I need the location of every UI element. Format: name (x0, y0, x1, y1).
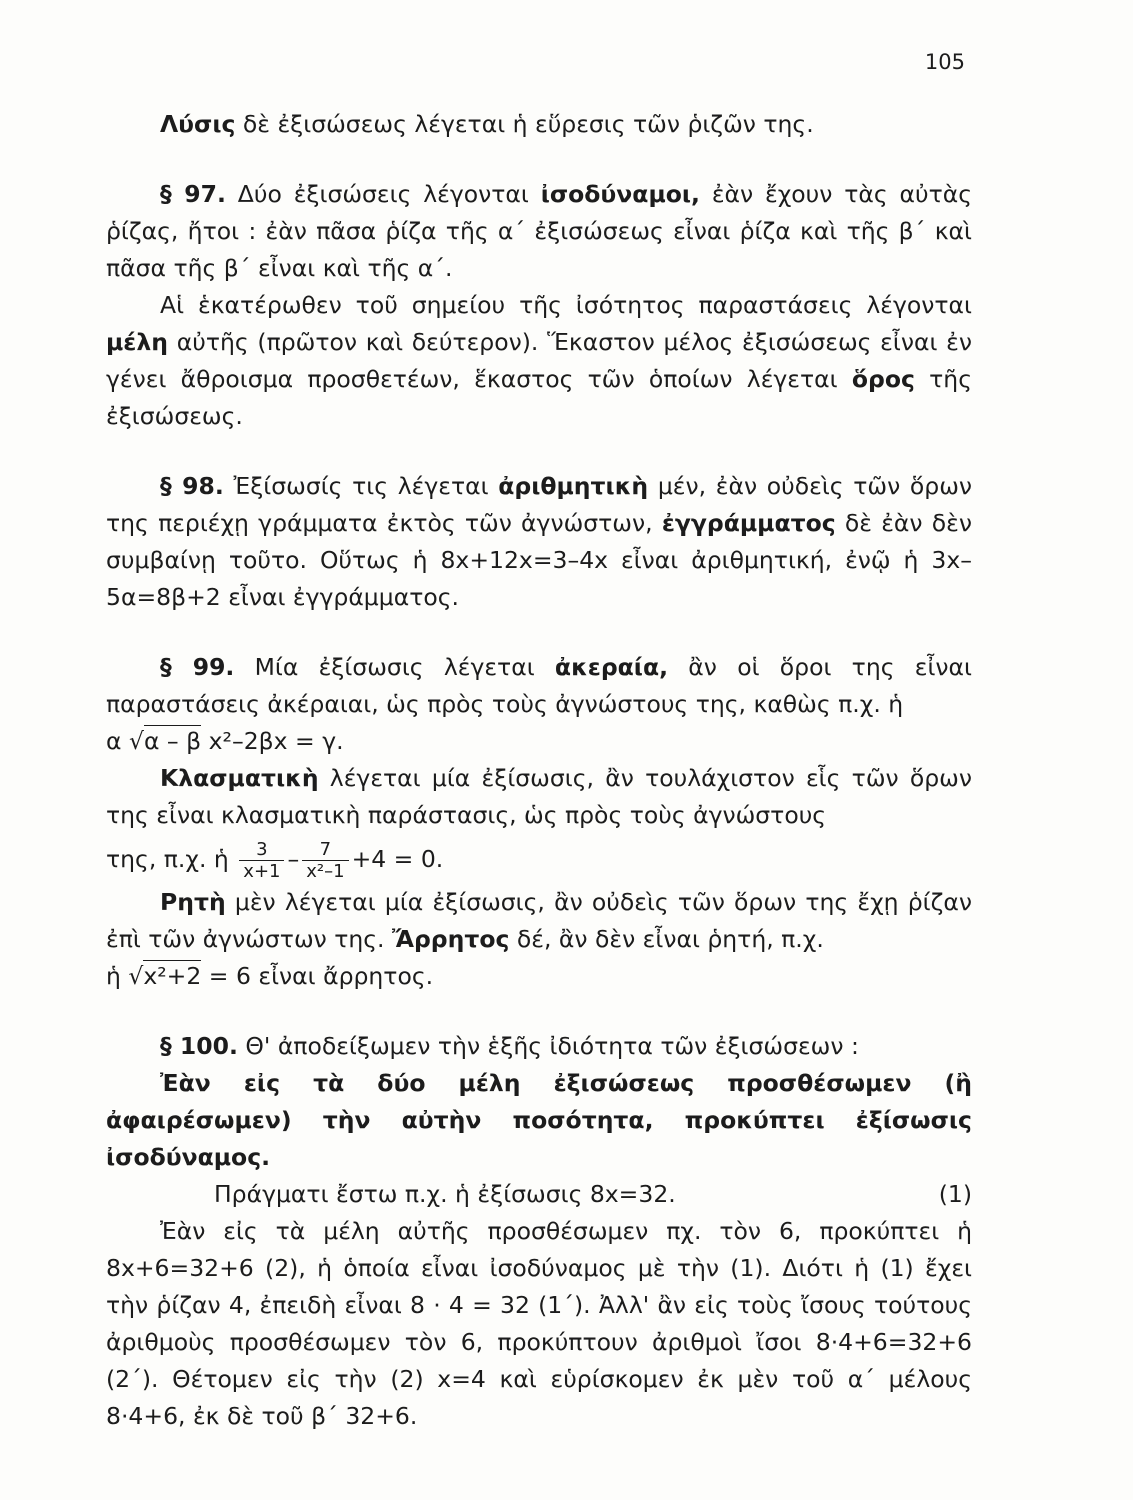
equation-irrational-example (106, 958, 972, 995)
text: δὲ ἐξισώσεως λέγεται ἡ εὕρεσις τῶν ῥιζῶν της. (235, 110, 814, 138)
text: αὐτῆς (πρῶτον καὶ δεύτερον). Ἕκαστον μέλος ἐξισώσεως εἶναι ἐν γένει ἄθροισμα προσθετέων, ἕκαστος τῶν ὁποίων λέγεται (106, 328, 972, 393)
text: ἂν οἱ ὅροι της εἶναι παραστάσεις ἀκέραιαι, ὡς πρὸς τοὺς ἀγνώστους της, καθὼς π.χ. ἡ (106, 653, 972, 718)
section-mark: § 100. (160, 1032, 238, 1060)
section-mark: § 97. (160, 180, 226, 208)
term-fractional: Κλασματικὴ (160, 764, 319, 792)
text: Πράγματι ἔστω π.χ. ἡ ἐξίσωσις 8x=32. (214, 1180, 676, 1208)
radicand: α – β (143, 727, 202, 755)
section-97 (106, 176, 972, 287)
text: Θ' ἀποδείξωμεν τὴν ἑξῆς ἰδιότητα τῶν ἐξισώσεων : (237, 1032, 859, 1060)
equation-line-1 (106, 1176, 972, 1213)
term-literal: ἐγγράμματος (661, 509, 836, 537)
text: +4 = 0. (351, 845, 444, 873)
text: μέν, ἐὰν οὐδεὶς τῶν ὅρων της περιέχῃ γράμματα ἐκτὸς τῶν ἀγνώστων, (106, 472, 973, 537)
text: ἐὰν ἔχουν τὰς αὐτὰς ῥίζας, ἤτοι : ἐὰν πᾶσα ῥίζα τῆς α΄ ἐξισώσεως εἶναι ῥίζα καὶ τῆς β΄ καὶ πᾶσα τῆς β΄ εἶναι καὶ τῆς α΄. (106, 180, 973, 282)
term-irrational: Ἄρρητος (392, 925, 510, 953)
equation-number: (1) (938, 1180, 972, 1208)
section-99-fractional (106, 760, 972, 834)
text: Δύο ἐξισώσεις λέγονται (225, 180, 541, 208)
text: δὲ ἐὰν δὲν συμβαίνῃ τοῦτο. Οὕτως ἡ 8x+12x=3–4x εἶναι ἀριθμητική, ἐνῷ ἡ 3x–5α=8β+2 εἶναι ἐγγράμματος. (106, 509, 972, 611)
term-equivalent: ἰσοδύναμοι, (540, 180, 700, 208)
fraction-2 (302, 839, 348, 882)
text: Ἐὰν εἰς τὰ μέλη αὐτῆς προσθέσωμεν πχ. τὸν 6, προκύπτει ἡ 8x+6=32+6 (2), ἡ ὁποία εἶναι ἰσοδύναμος μὲ τὴν (1). Διότι ἡ (1) ἔχει τὴν ῥίζαν 4, ἐπειδὴ εἶναι 8 · 4 = 32 (1΄). Ἀλλ' ἂν εἰς τοὺς ἴσους τούτους ἀριθμοὺς προσθέσωμεν τὸν 6, προκύπτουν ἀριθμοὶ ἴσοι 8·4+6=32+6 (2΄). Θέτομεν εἰς τὴν (2) x=4 καὶ εὑρίσκομεν ἐκ μὲν τοῦ α΄ μέλους 8·4+6, ἐκ δὲ τοῦ β΄ 32+6. (106, 1217, 972, 1430)
term-rational: Ρητὴ (160, 888, 226, 916)
equation-fractional-example: της, π.χ. ἡ $\frac{3}{x+1}$ – $\frac{7}{\text{x²–1}}$ +4 = 0. (106, 839, 444, 882)
page-content (106, 106, 972, 1435)
fraction-2-numerator: 7 (302, 839, 348, 861)
text: = 6 εἶναι ἄρρητος. (201, 962, 434, 990)
equation-rest: x²–2βx = γ. (201, 727, 344, 755)
theorem-statement: Ἐὰν εἰς τὰ δύο μέλη ἐξισώσεως προσθέσωμεν (ἢ ἀφαιρέσωμεν) τὴν αὐτὴν ποσότητα, προκύπτει ἐξίσωσις ἰσοδύναμος. (106, 1069, 972, 1171)
section-99-rational (106, 884, 972, 958)
radicand: x²+2 (143, 962, 202, 990)
definition-solution (106, 106, 972, 143)
equation-integral-example (106, 723, 972, 760)
text: λέγεται μία ἐξίσωσις, ἂν τουλάχιστον εἷς τῶν ὅρων της εἶναι κλασματικὴ παράστασις, ὡς πρὸς τοὺς ἀγνώστους (106, 764, 972, 829)
equation-prefix: α (106, 727, 122, 755)
text: τῆς ἐξισώσεως. (106, 365, 972, 430)
term-members: μέλη (106, 328, 168, 356)
text: Μία ἐξίσωσις λέγεται (234, 653, 555, 681)
radical-sign: √ (128, 727, 144, 755)
term-solution: Λύσις (160, 110, 236, 138)
fraction-1-numerator: 3 (239, 839, 284, 861)
page-number: 105 (924, 50, 965, 74)
term-term: ὅρος (851, 365, 915, 393)
section-100 (106, 1028, 972, 1065)
text: δέ, ἂν δὲν εἶναι ῥητή, π.χ. (509, 925, 824, 953)
section-97-paragraph-2 (106, 287, 972, 435)
section-mark: § 99. (160, 653, 235, 681)
term-integral: ἀκεραία, (554, 653, 669, 681)
text: Αἱ ἑκατέρωθεν τοῦ σημείου τῆς ἰσότητος παραστάσεις λέγονται (160, 291, 972, 319)
text: μὲν λέγεται μία ἐξίσωσις, ἂν οὐδεὶς τῶν ὅρων της ἔχῃ ῥίζαν ἐπὶ τῶν ἀγνώστων της. (106, 888, 972, 953)
section-mark: § 98. (160, 472, 224, 500)
text: ἡ √ (106, 962, 144, 990)
fraction-1-denominator: x+1 (243, 861, 281, 882)
text: Ἐξίσωσίς τις λέγεται (223, 472, 499, 500)
term-arithmetic: ἀριθμητικὴ (498, 472, 649, 500)
section-100-proof (106, 1213, 972, 1435)
section-98 (106, 468, 972, 616)
text: της, π.χ. ἡ (106, 845, 229, 873)
section-99 (106, 649, 972, 723)
fraction-1 (239, 839, 284, 882)
fraction-2-denominator: x²–1 (306, 861, 345, 882)
